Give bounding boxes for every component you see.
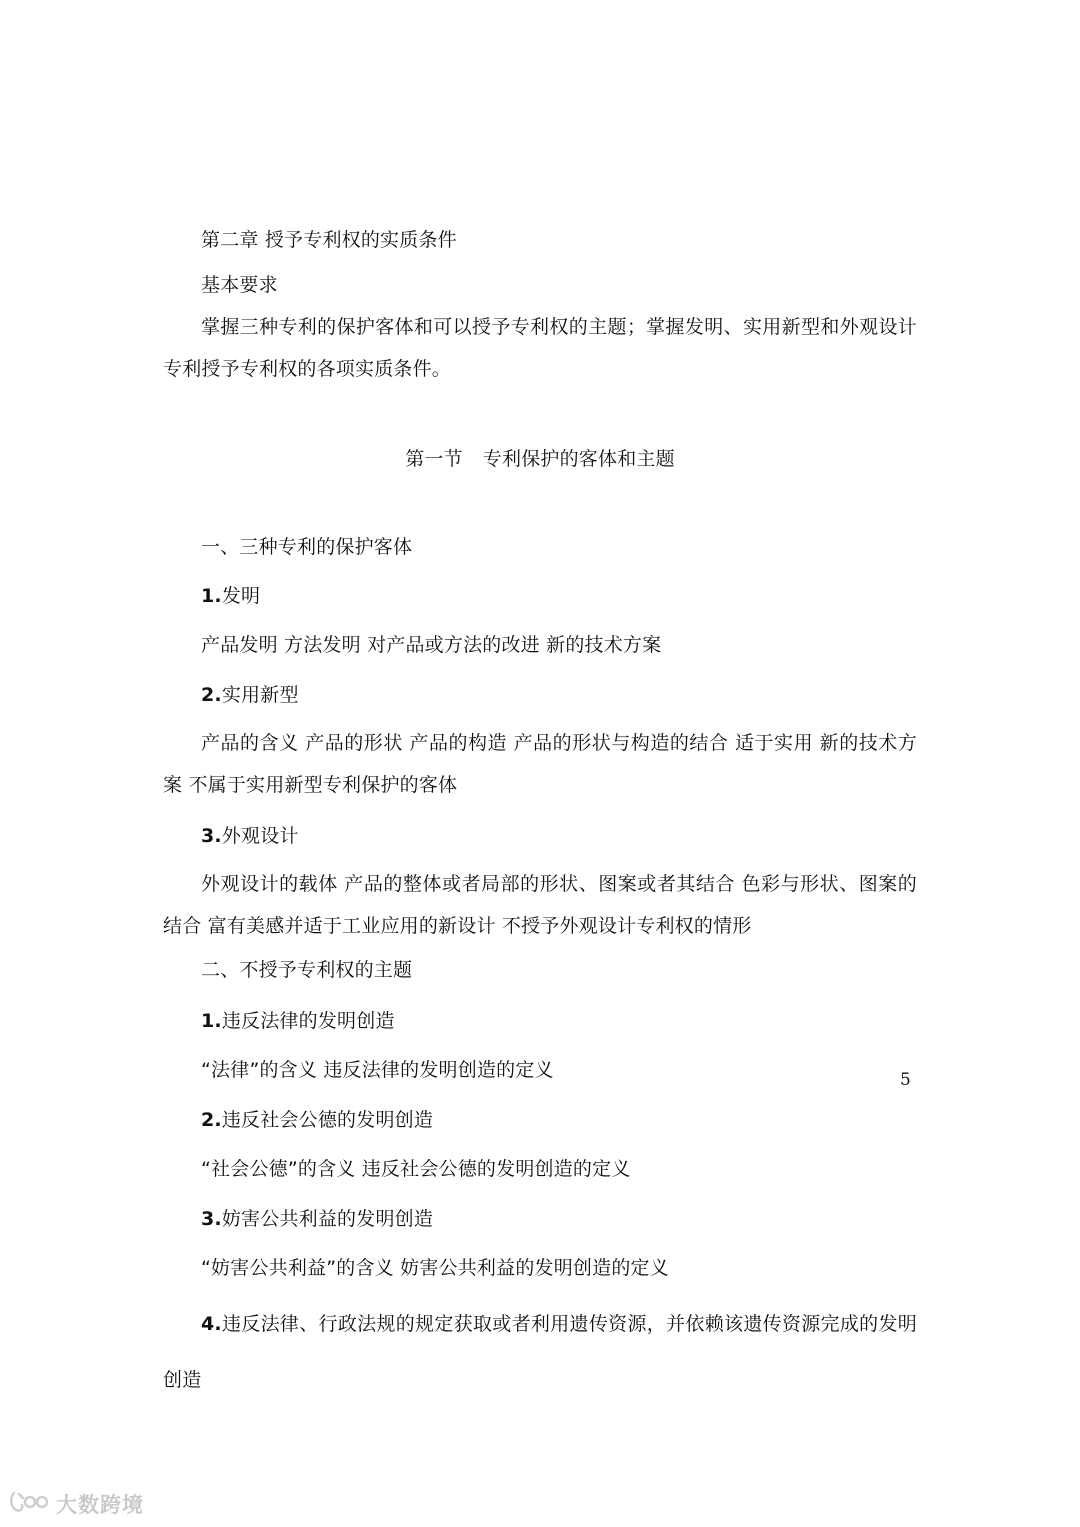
part1-heading: 一、三种专利的保护客体 [201, 536, 413, 558]
part2-heading: 二、不授予专利权的主题 [201, 959, 413, 981]
part2-item2-heading [201, 1108, 433, 1132]
part1-item1-text: 产品发明 方法发明 对产品或方法的改进 新的技术方案 [201, 634, 662, 656]
item-label: 违反法律的发明创造 [221, 1010, 395, 1032]
part2-item3-text: “妨害公共利益”的含义 妨害公共利益的发明创造的定义 [201, 1257, 669, 1279]
part1-item3-heading [201, 824, 299, 848]
part2-item3-heading [201, 1207, 433, 1231]
part1-item3-text: 外观设计的载体 产品的整体或者局部的形状、图案或者其结合 色彩与形状、图案的结合 富有美感并适于工业应用的新设计 不授予外观设计专利权的情形 [163, 873, 917, 937]
chapter-title: 第二章 授予专利权的实质条件 [201, 229, 457, 251]
item-number: 4. [201, 1313, 222, 1335]
item-label: 违反法律、行政法规的规定获取或者利用遗传资源，并依赖该遗传资源完成的发明创造 [163, 1313, 917, 1391]
brand-logo-icon [8, 1489, 52, 1519]
item-label: 违反社会公德的发明创造 [221, 1109, 434, 1131]
item-number: 1. [201, 585, 222, 607]
item-number: 3. [201, 1208, 222, 1230]
watermark-text: 大数跨境 [56, 1493, 144, 1517]
item-number: 3. [201, 825, 222, 847]
part1-item2-text: 产品的含义 产品的形状 产品的构造 产品的形状与构造的结合 适于实用 新的技术方案 不属于实用新型专利保护的客体 [163, 732, 917, 796]
watermark [8, 1490, 144, 1518]
item-label: 外观设计 [221, 825, 299, 847]
section-heading [0, 447, 1080, 471]
part1-item1-heading [201, 584, 260, 608]
requirements-heading: 基本要求 [201, 274, 278, 296]
item-number: 2. [201, 1109, 222, 1131]
item-label: 实用新型 [221, 684, 299, 706]
item-number: 1. [201, 1010, 222, 1032]
part1-item2-heading [201, 683, 299, 707]
requirements-paragraph: 掌握三种专利的保护客体和可以授予专利权的主题；掌握发明、实用新型和外观设计专利授予专利权的各项实质条件。 [163, 316, 917, 380]
item-label: 妨害公共利益的发明创造 [221, 1208, 434, 1230]
part2-item1-heading [201, 1009, 395, 1033]
item-label: 发明 [221, 585, 261, 607]
part2-item1-text: “法律”的含义 违反法律的发明创造的定义 [201, 1059, 554, 1081]
page-number: 5 [900, 1070, 911, 1090]
section-number: 第一节 [405, 448, 463, 470]
item-number: 2. [201, 684, 222, 706]
section-title: 专利保护的客体和主题 [482, 448, 675, 470]
part2-item2-text: “社会公德”的含义 违反社会公德的发明创造的定义 [201, 1158, 631, 1180]
part2-item4-heading [163, 1296, 917, 1408]
